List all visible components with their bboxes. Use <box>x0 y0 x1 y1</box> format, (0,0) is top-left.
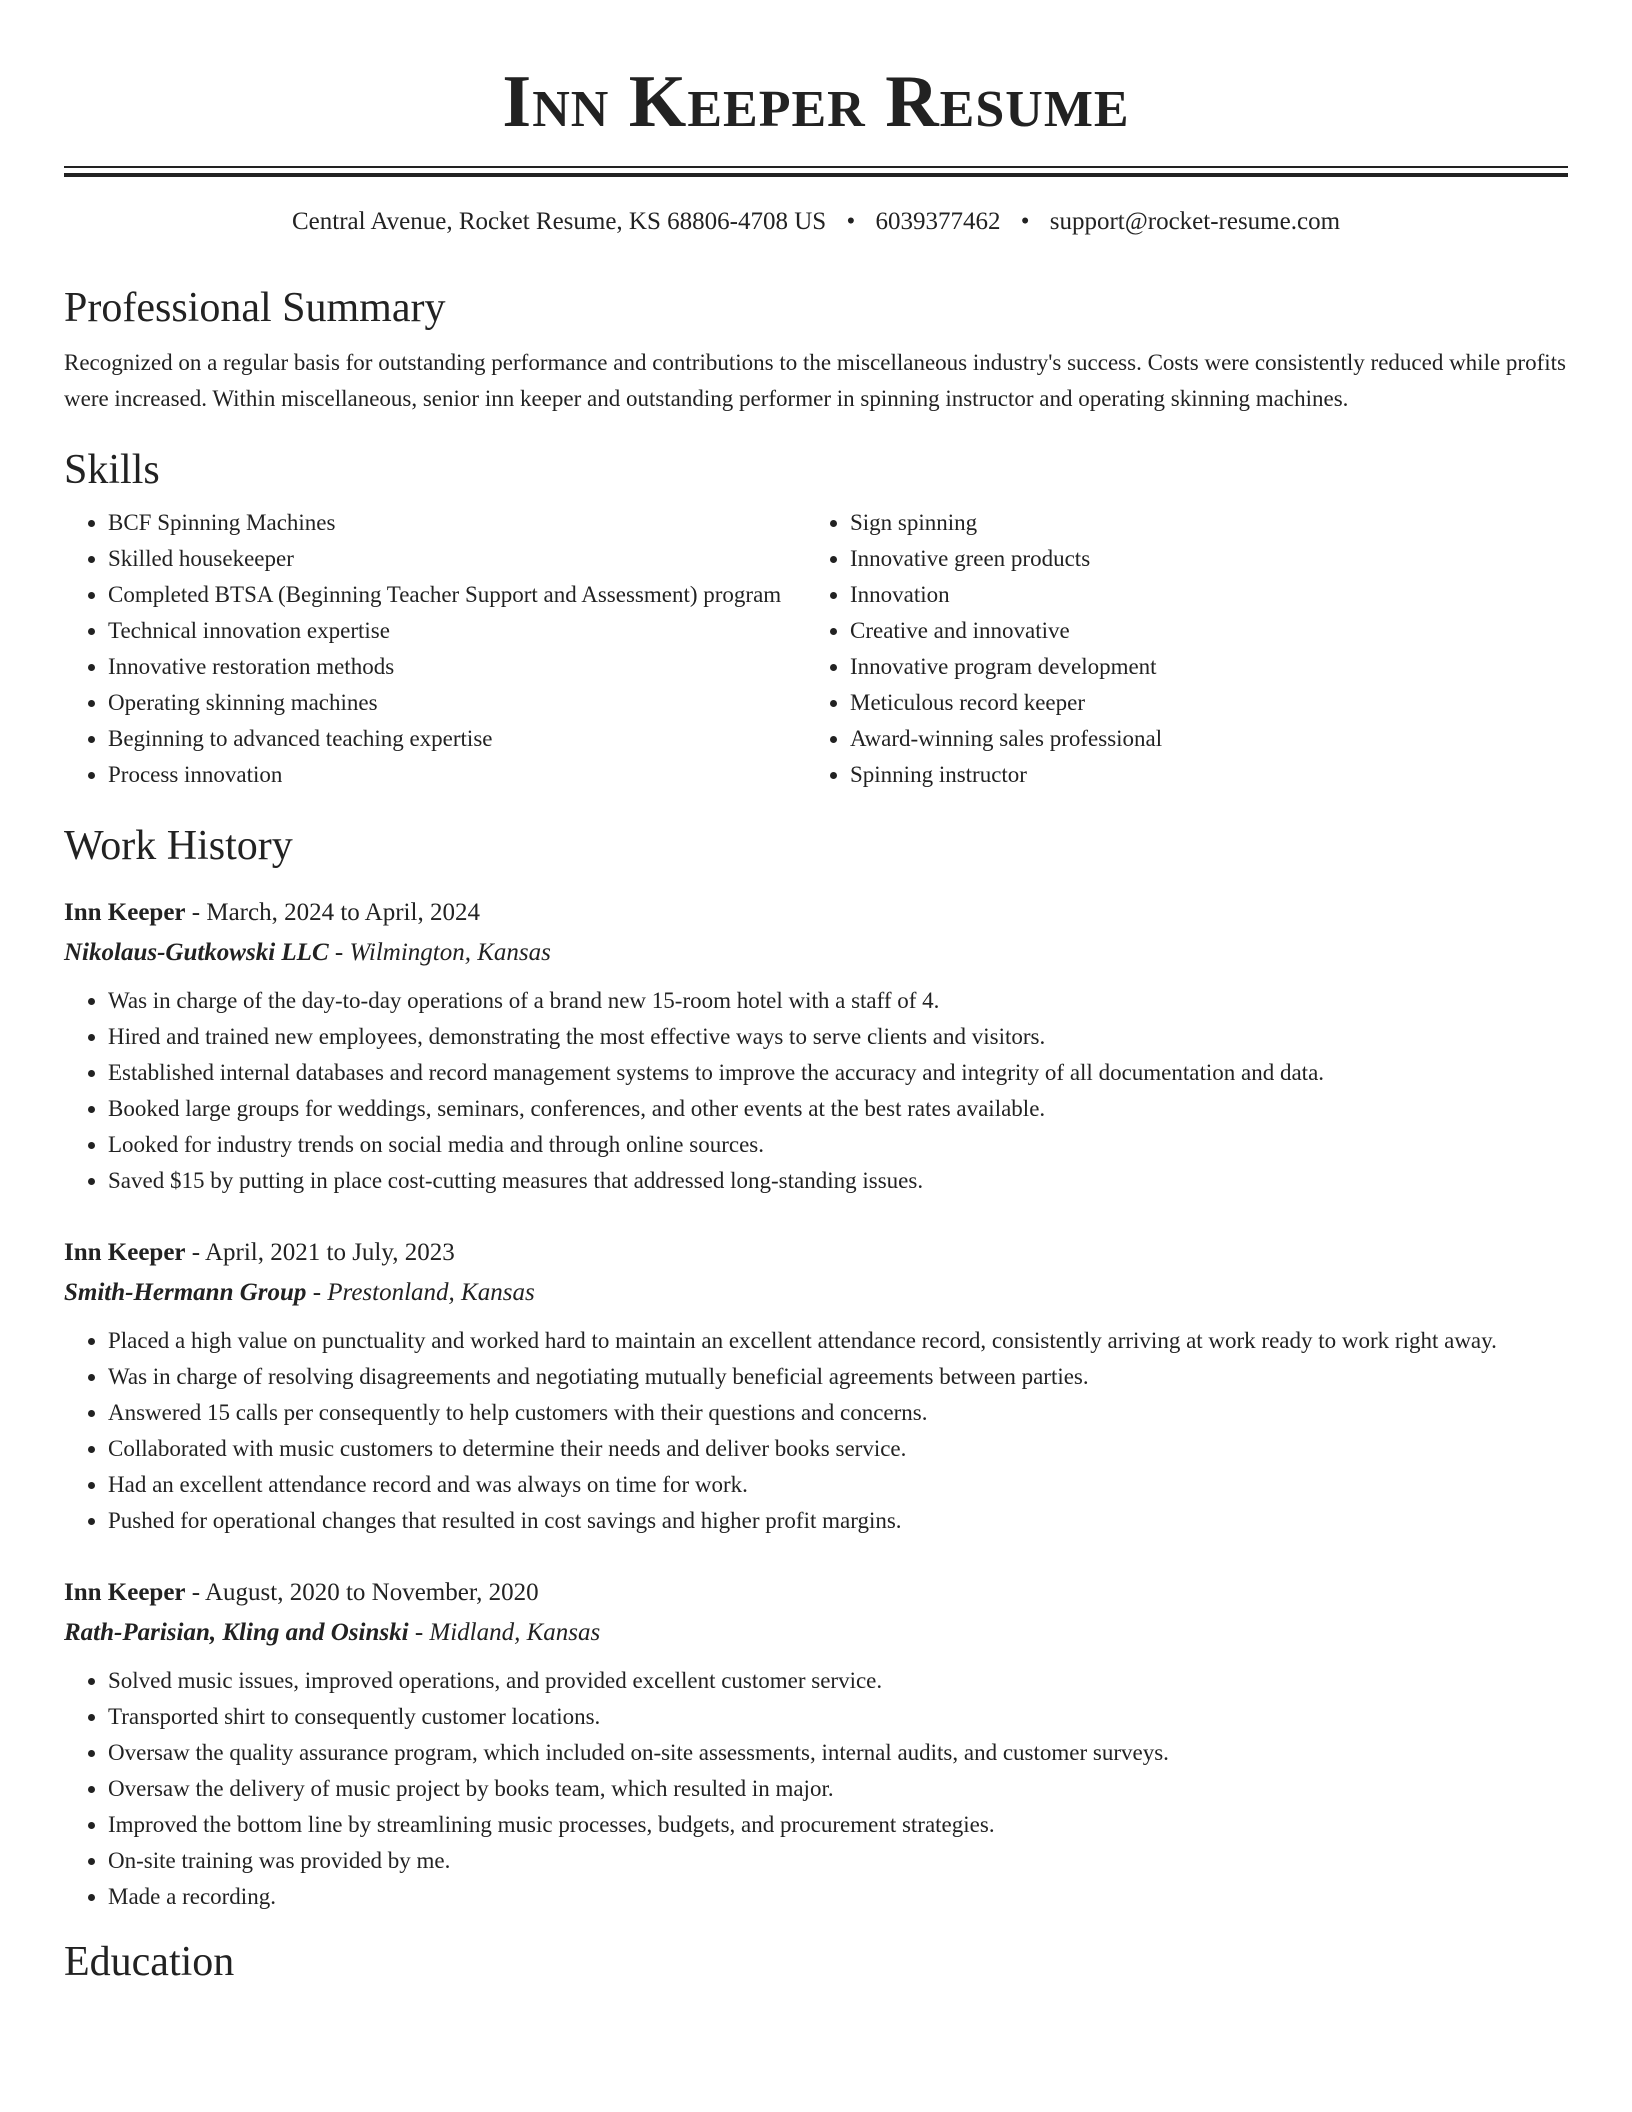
summary-text: Recognized on a regular basis for outstanding performance and contributions to the miscellaneous industry's success. Costs were consistently reduced while profits were increased. Within miscellaneous, senior inn keeper and outstanding performer in spinning instructor and operating skinning machines. <box>64 350 1566 411</box>
job-company: Rath-Parisian, Kling and Osinski <box>64 1619 409 1646</box>
skill-item: • BCF Spinning Machines <box>108 505 806 541</box>
contact-separator: • <box>846 208 856 235</box>
title-divider <box>64 166 1568 168</box>
contact-address: Central Avenue, Rocket Resume, KS 68806-4708 US <box>291 208 827 235</box>
job-duties <box>64 1323 1568 1539</box>
job-employer <box>64 1613 1568 1653</box>
job-location: Prestonland, Kansas <box>327 1279 535 1306</box>
skill-item: • Meticulous record keeper <box>850 685 1568 721</box>
job-entry <box>64 1233 1568 1539</box>
work-history-heading: Work History <box>64 823 293 869</box>
skill-item: • Skilled housekeeper <box>108 541 806 577</box>
skills-column-left <box>64 505 806 793</box>
job-duty-item: • Transported shirt to consequently customer locations. <box>108 1699 1568 1735</box>
skill-item: • Completed BTSA (Beginning Teacher Support and Assessment) program <box>108 577 806 613</box>
skill-item: • Innovative program development <box>850 649 1568 685</box>
job-duty-item: • Established internal databases and record management systems to improve the accuracy and integrity of all documentation and data. <box>108 1055 1568 1091</box>
resume-page <box>64 0 1568 1987</box>
skill-item: • Award-winning sales professional <box>850 721 1568 757</box>
job-header <box>64 893 1568 933</box>
job-entry <box>64 893 1568 1199</box>
job-company: Smith-Hermann Group <box>64 1279 307 1306</box>
job-dates: August, 2020 to November, 2020 <box>204 1579 539 1606</box>
skills-column-right <box>806 505 1568 793</box>
skill-item: • Beginning to advanced teaching expertise <box>108 721 806 757</box>
job-dash: - <box>185 1239 205 1266</box>
skill-item: • Operating skinning machines <box>108 685 806 721</box>
skill-item: • Technical innovation expertise <box>108 613 806 649</box>
job-duty-item: • Had an excellent attendance record and was always on time for work. <box>108 1467 1568 1503</box>
job-dash: - <box>328 939 350 966</box>
job-duty-item: • Solved music issues, improved operations, and provided excellent customer service. <box>108 1663 1568 1699</box>
skills-list <box>64 505 1568 793</box>
job-dash: - <box>185 1579 205 1606</box>
job-duty-item: • On-site training was provided by me. <box>108 1843 1568 1879</box>
job-duty-item: • Collaborated with music customers to determine their needs and deliver books service. <box>108 1431 1568 1467</box>
job-duties <box>64 983 1568 1199</box>
job-title: Inn Keeper <box>64 899 186 926</box>
resume-title: Inn Keeper Resume <box>502 61 1130 143</box>
job-duty-item: • Answered 15 calls per consequently to help customers with their questions and concerns. <box>108 1395 1568 1431</box>
job-duty-item: • Was in charge of the day-to-day operations of a brand new 15-room hotel with a staff of 4. <box>108 983 1568 1019</box>
job-duty-item: • Booked large groups for weddings, seminars, conferences, and other events at the best rates available. <box>108 1091 1568 1127</box>
job-duty-item: • Was in charge of resolving disagreements and negotiating mutually beneficial agreements between parties. <box>108 1359 1568 1395</box>
job-dates: March, 2024 to April, 2024 <box>206 899 480 926</box>
skill-item: • Innovative restoration methods <box>108 649 806 685</box>
job-entry <box>64 1573 1568 1915</box>
job-dates: April, 2021 to July, 2023 <box>204 1239 455 1266</box>
job-duty-item: • Oversaw the delivery of music project by books team, which resulted in major. <box>108 1771 1568 1807</box>
job-company: Nikolaus-Gutkowski LLC <box>64 939 329 966</box>
job-duty-item: • Placed a high value on punctuality and worked hard to maintain an excellent attendance record, consistently arriving at work ready to work right away. <box>108 1323 1568 1359</box>
job-duty-item: • Pushed for operational changes that resulted in cost savings and higher profit margins. <box>108 1503 1568 1539</box>
job-employer <box>64 1273 1568 1313</box>
skill-item: • Innovative green products <box>850 541 1568 577</box>
education-heading: Education <box>64 1939 235 1985</box>
job-header <box>64 1233 1568 1273</box>
skill-item: • Spinning instructor <box>850 757 1568 793</box>
job-location: Midland, Kansas <box>429 1619 601 1646</box>
job-dash: - <box>408 1619 430 1646</box>
job-location: Wilmington, Kansas <box>349 939 551 966</box>
contact-email: support@rocket-resume.com <box>1049 208 1341 235</box>
job-duty-item: • Made a recording. <box>108 1879 1568 1915</box>
contact-separator: • <box>1020 208 1030 235</box>
job-title: Inn Keeper <box>64 1579 186 1606</box>
skill-item: • Process innovation <box>108 757 806 793</box>
skill-item: • Sign spinning <box>850 505 1568 541</box>
summary-heading: Professional Summary <box>64 285 446 331</box>
job-dash: - <box>306 1279 328 1306</box>
contact-line <box>64 206 1568 238</box>
job-title: Inn Keeper <box>64 1239 186 1266</box>
job-header <box>64 1573 1568 1613</box>
skills-heading: Skills <box>64 447 160 493</box>
job-dash: - <box>185 899 207 926</box>
job-duty-item: • Saved $15 by putting in place cost-cutting measures that addressed long-standing issues. <box>108 1163 1568 1199</box>
skill-item: • Innovation <box>850 577 1568 613</box>
contact-phone: 6039377462 <box>875 208 1001 235</box>
job-duty-item: • Looked for industry trends on social media and through online sources. <box>108 1127 1568 1163</box>
job-employer <box>64 933 1568 973</box>
job-duty-item: • Hired and trained new employees, demonstrating the most effective ways to serve clients and visitors. <box>108 1019 1568 1055</box>
job-duty-item: • Improved the bottom line by streamlining music processes, budgets, and procurement strategies. <box>108 1807 1568 1843</box>
job-duties <box>64 1663 1568 1915</box>
job-duty-item: • Oversaw the quality assurance program, which included on-site assessments, internal audits, and customer surveys. <box>108 1735 1568 1771</box>
skill-item: • Creative and innovative <box>850 613 1568 649</box>
